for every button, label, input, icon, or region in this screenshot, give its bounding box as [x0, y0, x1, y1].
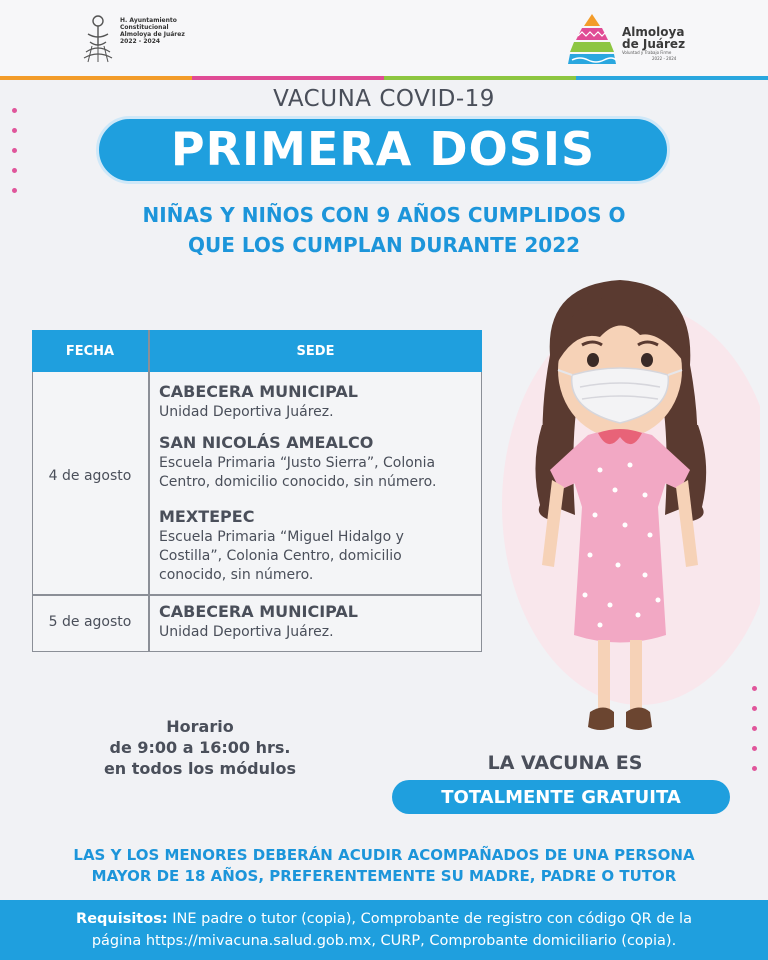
page-title: PRIMERA DOSIS: [170, 122, 596, 176]
free-vaccine-badge: TOTALMENTE GRATUITA: [392, 780, 730, 814]
site-address: conocido, sin número.: [159, 567, 314, 583]
table-header-sede: SEDE: [149, 330, 482, 372]
table-cell-date: 4 de agosto: [48, 468, 132, 484]
table-header-fecha: FECHA: [32, 330, 148, 372]
schedule-text: Horario de 9:00 a 16:00 hrs. en todos los módulos: [103, 717, 297, 778]
ayuntamiento-text: H. Ayuntamiento Constitucional Almoloya de Juárez 2022 - 2024: [120, 17, 185, 45]
town-years: 2022 - 2024: [652, 56, 677, 61]
site-address: Costilla”, Colonia Centro, domicilio: [159, 548, 402, 564]
header-color-stripe: [0, 76, 768, 80]
town-name: Almoloya de Juárez: [622, 25, 686, 51]
table-cell-site: [159, 381, 479, 422]
stripe-segment: [0, 76, 192, 80]
table-cell-site: [159, 601, 479, 642]
site-address: Centro, domicilio conocido, sin número.: [159, 474, 437, 490]
decorative-dots-left: [12, 108, 18, 208]
site-address: Escuela Primaria “Miguel Hidalgo y: [159, 529, 404, 545]
table-divider: [32, 594, 482, 596]
ayuntamiento-emblem-icon: [80, 12, 116, 64]
table-divider: [148, 330, 150, 652]
site-address: Unidad Deportiva Juárez.: [159, 404, 334, 420]
table-cell-site: [159, 506, 479, 585]
requirements-label: Requisitos:: [76, 911, 168, 927]
site-name: MEXTEPEC: [159, 507, 255, 526]
site-name: CABECERA MUNICIPAL: [159, 602, 358, 621]
site-address: Escuela Primaria “Justo Sierra”, Colonia: [159, 455, 436, 471]
requirements-line: INE padre o tutor (copia), Comprobante de registro con código QR de la: [167, 911, 692, 927]
requirements-line: página https://mivacuna.salud.gob.mx, CURP, Comprobante domiciliario (copia).: [91, 933, 677, 949]
stripe-segment: [384, 76, 576, 80]
accompaniment-notice: LAS Y LOS MENORES DEBERÁN ACUDIR ACOMPAÑADOS DE UNA PERSONA MAYOR DE 18 AÑOS, PREFERENTEMENTE SU MADRE, PADRE O TUTOR: [73, 846, 695, 885]
stripe-segment: [192, 76, 384, 80]
free-vaccine-label: LA VACUNA ES: [487, 752, 643, 774]
subtitle: NIÑAS Y NIÑOS CON 9 AÑOS CUMPLIDOS O QUE LOS CUMPLAN DURANTE 2022: [142, 203, 626, 257]
site-address: Unidad Deportiva Juárez.: [159, 624, 334, 640]
site-name: CABECERA MUNICIPAL: [159, 382, 358, 401]
town-logo-icon: [566, 12, 618, 68]
table-cell-site: [159, 432, 479, 492]
town-tagline: Voluntad y Trabajo Firme: [622, 50, 672, 55]
site-name: SAN NICOLÁS AMEALCO: [159, 433, 374, 452]
table-cell-date: 5 de agosto: [48, 614, 132, 630]
kicker-title: VACUNA COVID-19: [273, 86, 495, 112]
girl-with-mask-illustration: [490, 275, 760, 755]
requirements-text: [12, 908, 756, 952]
stripe-segment: [576, 76, 768, 80]
